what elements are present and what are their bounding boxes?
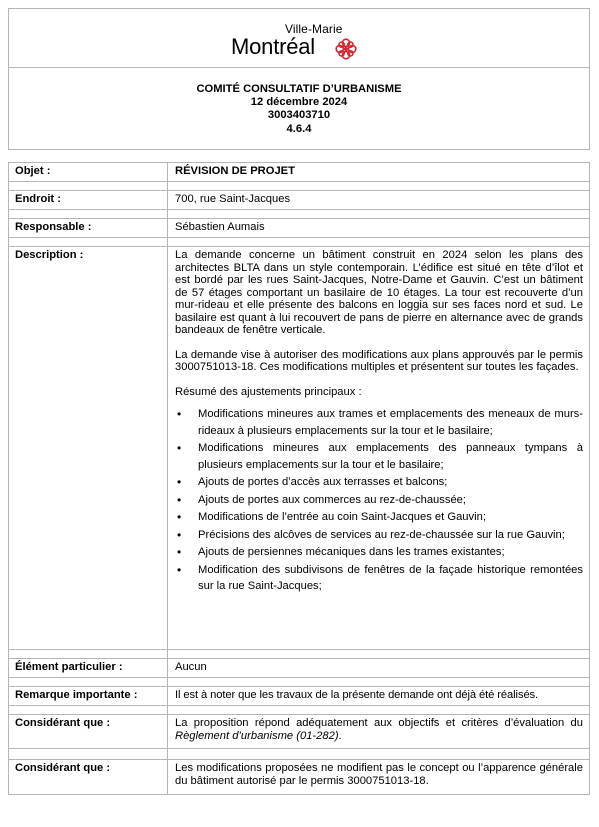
label-endroit: Endroit : — [9, 191, 168, 209]
logo-header — [8, 8, 590, 68]
row-remarque — [8, 686, 590, 706]
description-paragraph-1: La demande concerne un bâtiment construit en 2024 selon les plans des architectes BLTA dans un style contemporain. L’édifice est situé en tête d’îlot et est bordé par les rues Saint-Jacques, Notre-Dame et Gauvin. C’est un bâtiment de 57 étages comportant un basilaire de 10 étages. La tour est recouverte d’un mur-rideau et elle présente des balcons en loggia sur ses faces nord et sud. Le basilaire est quant à lui recouvert de pans de pierre en alternance avec de grands bandeaux de fenêtre verticale. — [175, 249, 583, 336]
document-page — [8, 8, 590, 795]
row-responsable — [8, 218, 590, 238]
list-item: • Précisions des alcôves de services au rez-de-chaussée sur la rue Gauvin; — [175, 527, 583, 544]
value-considerant-1 — [168, 715, 589, 748]
label-element-particulier: Élément particulier : — [9, 659, 168, 677]
agenda-item: 4.6.4 — [286, 122, 312, 135]
row-objet — [8, 162, 590, 182]
value-endroit: 700, rue Saint-Jacques — [175, 193, 291, 205]
list-item: • Ajouts de portes d’accès aux terrasses et balcons; — [175, 474, 583, 491]
list-item: • Modifications mineures aux trames et emplacements des meneaux de murs-rideaux à plusieurs emplacements sur la tour et le basilaire; — [175, 406, 583, 439]
label-considerant-2: Considérant que : — [9, 760, 168, 794]
file-number: 3003403710 — [267, 109, 331, 122]
label-considerant-1: Considérant que : — [9, 715, 168, 748]
adjustments-list — [175, 406, 583, 595]
logo-borough: Ville-Marie — [285, 22, 343, 36]
value-description — [168, 247, 589, 649]
list-item: • Modifications mineures aux emplacements des panneaux tympans à plusieurs emplacements sur la tour et le basilaire; — [175, 440, 583, 473]
considerant-1-end: . — [338, 729, 342, 742]
description-paragraph-3: Résumé des ajustements principaux : — [175, 385, 362, 398]
montreal-rosette-icon — [335, 38, 357, 60]
label-responsable: Responsable : — [9, 219, 168, 237]
bylaw-reference: Règlement d’urbanisme (01-282) — [175, 729, 339, 742]
meeting-header — [8, 68, 590, 150]
label-remarque: Remarque importante : — [9, 687, 168, 705]
logo-city: Montréal — [231, 34, 315, 59]
row-element-particulier — [8, 658, 590, 678]
list-item: • Modification des subdivisons de fenêtres de la façade historique remontées sur la rue Saint-Jacques; — [175, 562, 583, 595]
row-considerant-2 — [8, 759, 590, 795]
value-responsable: Sébastien Aumais — [175, 221, 265, 233]
row-endroit — [8, 190, 590, 210]
row-considerant-1 — [8, 714, 590, 749]
list-item: • Ajouts de persiennes mécaniques dans les trames existantes; — [175, 544, 583, 561]
committee-name: COMITÉ CONSULTATIF D’URBANISME — [196, 83, 402, 95]
value-considerant-2: Les modifications proposées ne modifient pas le concept ou l’apparence générale du bâtiment autorisé par le permis 3000751013-18. — [175, 762, 583, 787]
label-objet: Objet : — [9, 163, 168, 181]
meeting-date: 12 décembre 2024 — [250, 96, 348, 109]
value-element-particulier: Aucun — [175, 661, 207, 673]
list-item: • Modifications de l’entrée au coin Saint-Jacques et Gauvin; — [175, 509, 583, 526]
considerant-1-text: La proposition répond adéquatement aux objectifs et critères d’évaluation du — [175, 717, 583, 729]
description-paragraph-2: La demande vise à autoriser des modifications aux plans approuvés par le permis 3000751013-18. Ces modifications multiples et présentent sur toutes les façades. — [175, 348, 583, 373]
value-objet: RÉVISION DE PROJET — [175, 165, 295, 177]
row-description — [8, 246, 590, 650]
label-description: Description : — [9, 247, 168, 649]
value-remarque: Il est à noter que les travaux de la présente demande ont déjà été réalisés. — [175, 689, 539, 701]
list-item: • Ajouts de portes aux commerces au rez-de-chaussée; — [175, 492, 583, 509]
